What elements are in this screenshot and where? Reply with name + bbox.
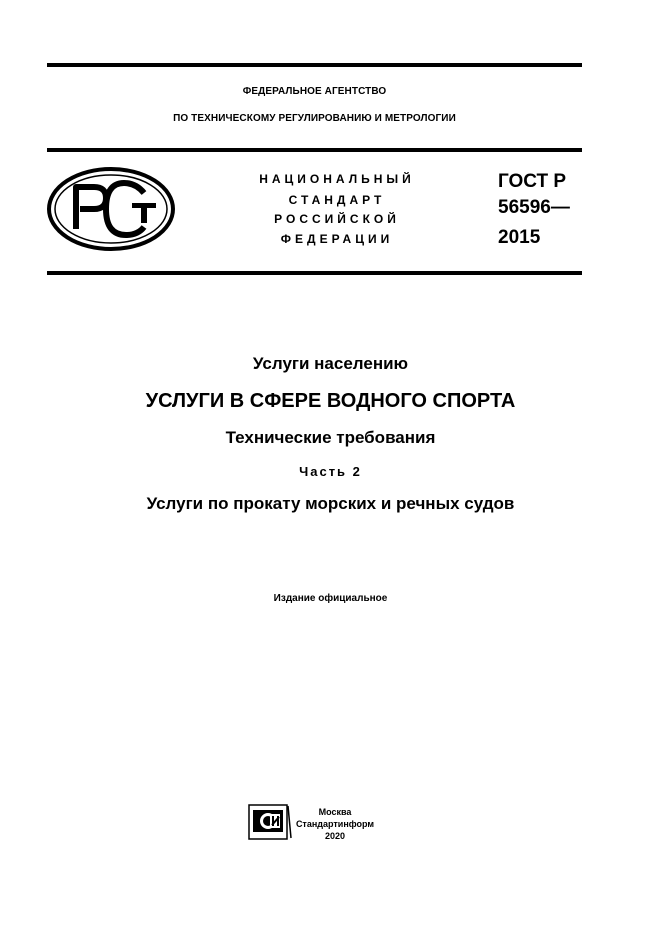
designation-line-1: ГОСТ Р bbox=[498, 171, 567, 192]
standard-type-line-3: РОССИЙСКОЙ bbox=[274, 212, 400, 226]
edition-note: Издание официальное bbox=[273, 593, 388, 604]
upper-rule bbox=[47, 148, 582, 152]
title-category: Услуги населению bbox=[252, 354, 409, 373]
title-subtitle: Технические требования bbox=[225, 428, 436, 447]
designation-line-3: 2015 bbox=[498, 227, 541, 248]
top-rule bbox=[47, 63, 582, 67]
rst-conformity-mark-icon bbox=[46, 167, 176, 251]
publisher-year: 2020 bbox=[324, 831, 346, 841]
title-part: Часть 2 bbox=[299, 464, 362, 479]
publisher-name: Стандартинформ bbox=[295, 819, 375, 829]
agency-line-1: ФЕДЕРАЛЬНОЕ АГЕНТСТВО bbox=[242, 86, 387, 97]
standard-type-line-4: ФЕДЕРАЦИИ bbox=[280, 232, 394, 246]
title-part-name: Услуги по прокату морских и речных судов bbox=[146, 494, 515, 513]
publisher-city: Москва bbox=[318, 807, 352, 817]
title-main: УСЛУГИ В СФЕРЕ ВОДНОГО СПОРТА bbox=[145, 390, 516, 412]
standard-type-line-1: НАЦИОНАЛЬНЫЙ bbox=[259, 172, 415, 186]
agency-line-2: ПО ТЕХНИЧЕСКОМУ РЕГУЛИРОВАНИЮ И МЕТРОЛОГИИ bbox=[173, 113, 456, 124]
lower-rule bbox=[47, 271, 582, 275]
standard-type-line-2: СТАНДАРТ bbox=[288, 193, 386, 207]
designation-line-2: 56596— bbox=[498, 197, 570, 218]
standartinform-logo-icon bbox=[248, 804, 292, 840]
